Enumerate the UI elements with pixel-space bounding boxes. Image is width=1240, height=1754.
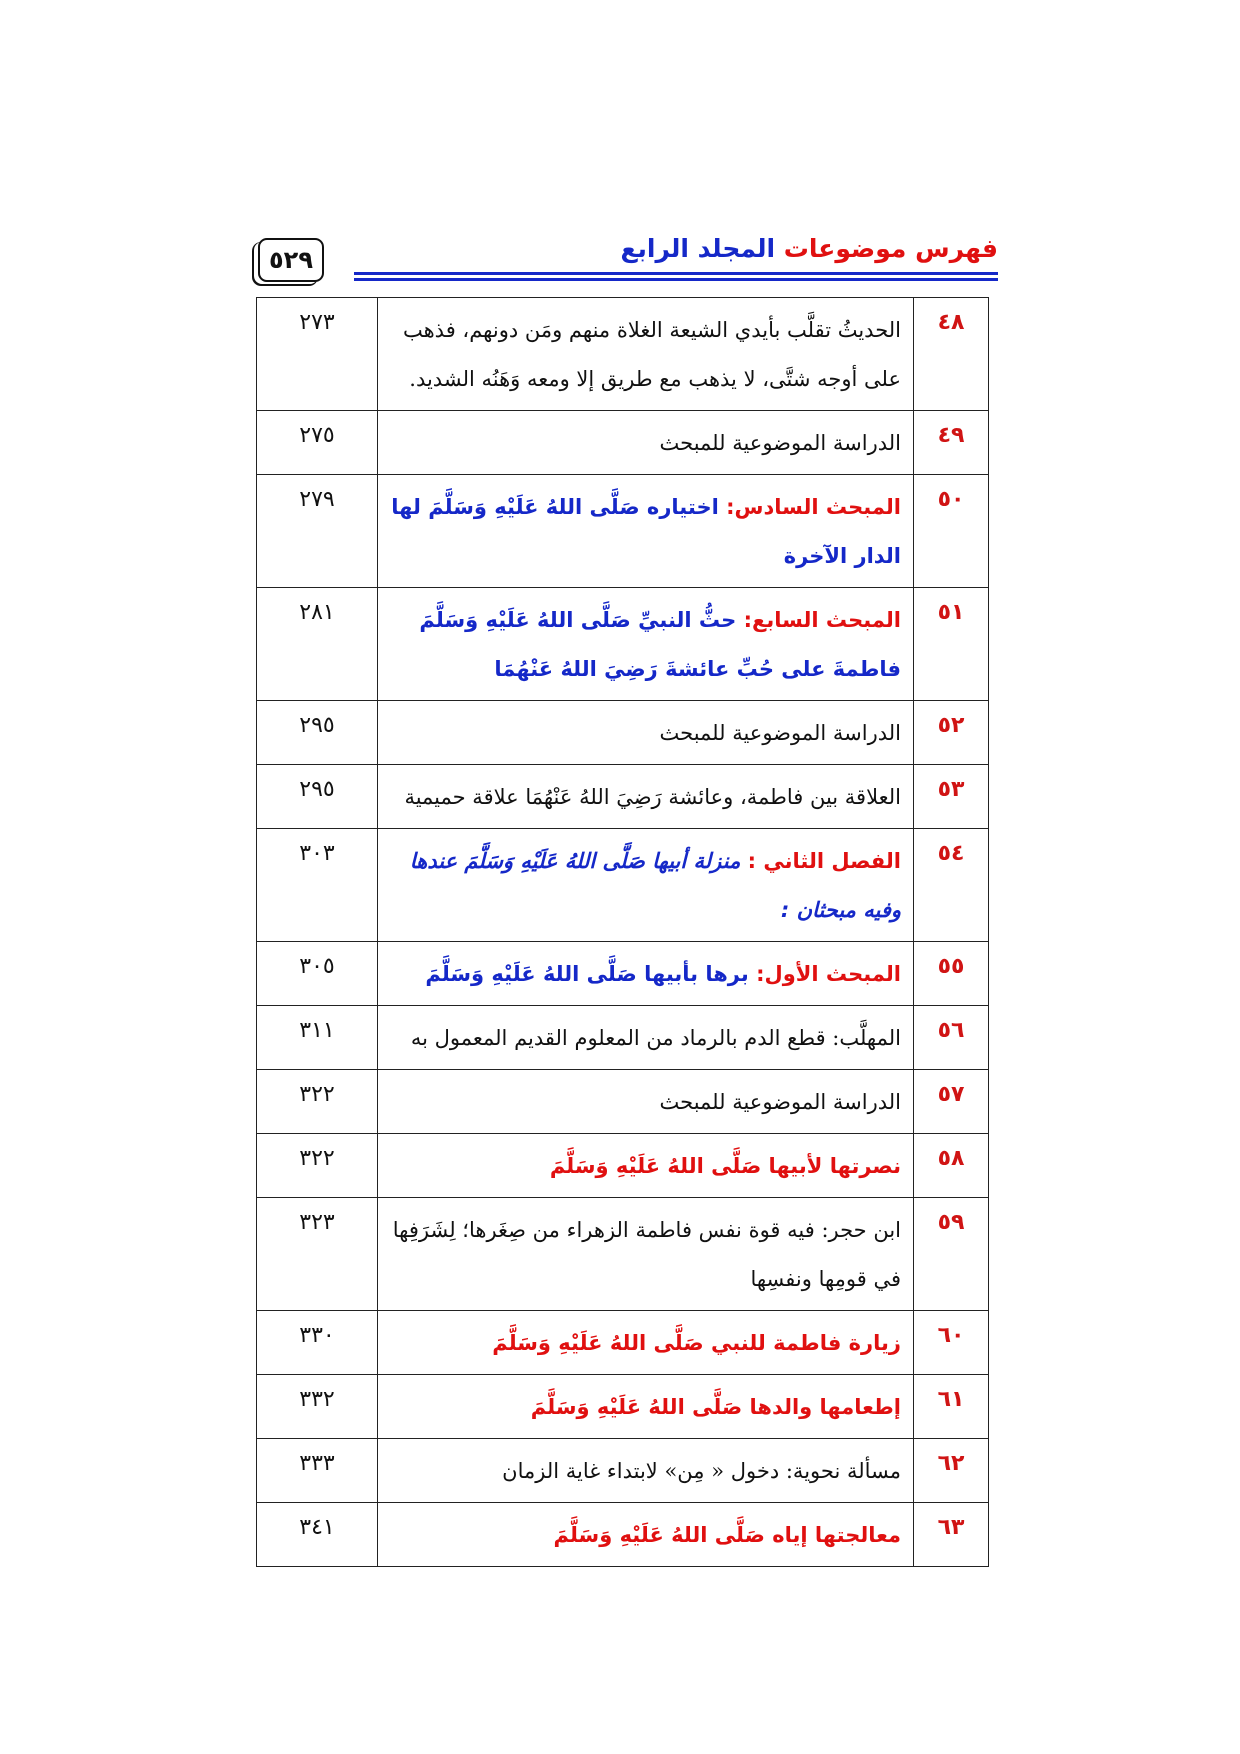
- row-topic: [378, 298, 914, 411]
- toc-row: [257, 1070, 989, 1134]
- row-topic: [378, 475, 914, 588]
- row-topic: [378, 1375, 914, 1439]
- toc-row: [257, 765, 989, 829]
- topic-label: المبحث السابع:: [743, 608, 901, 632]
- topic-text: مسألة نحوية: دخول « مِن» لابتداء غاية الزمان: [502, 1459, 901, 1483]
- toc-body: [257, 298, 989, 1567]
- row-number: ٥٩: [914, 1198, 989, 1311]
- row-page-number: ٢٩٥: [257, 701, 378, 765]
- row-number: ٥٧: [914, 1070, 989, 1134]
- topic-text: ابن حجر: فيه قوة نفس فاطمة الزهراء من صِغَرها؛ لِشَرَفِها في قومِها ونفسِها: [392, 1218, 901, 1291]
- row-number: ٥١: [914, 588, 989, 701]
- row-topic: [378, 701, 914, 765]
- row-page-number: ٢٨١: [257, 588, 378, 701]
- topic-text: المهلَّب: قطع الدم بالرماد من المعلوم القديم المعمول به: [410, 1026, 901, 1050]
- row-number: ٦٠: [914, 1311, 989, 1375]
- row-number: ٥٠: [914, 475, 989, 588]
- page-title: [620, 234, 998, 263]
- toc-row: [257, 829, 989, 942]
- row-page-number: ٣٢٢: [257, 1134, 378, 1198]
- row-page-number: ٣١١: [257, 1006, 378, 1070]
- row-topic: [378, 588, 914, 701]
- row-page-number: ٣٠٣: [257, 829, 378, 942]
- topic-text: الدراسة الموضوعية للمبحث: [659, 721, 901, 745]
- row-page-number: ٣٣٠: [257, 1311, 378, 1375]
- page-header: [252, 232, 998, 280]
- topic-text: اختياره صَلَّى اللهُ عَلَيْهِ وَسَلَّمَ لها الدار الآخرة: [391, 495, 901, 568]
- row-page-number: ٢٧٩: [257, 475, 378, 588]
- topic-text: زيارة فاطمة للنبي صَلَّى اللهُ عَلَيْهِ وَسَلَّمَ: [492, 1331, 901, 1355]
- row-topic: [378, 942, 914, 1006]
- row-page-number: ٢٩٥: [257, 765, 378, 829]
- row-topic: [378, 1503, 914, 1567]
- page-number: ٥٢٩: [269, 246, 313, 274]
- topic-text: منزلة أبيها صَلَّى اللهُ عَلَيْهِ وَسَلَّمَ عندها وفيه مبحثان :: [409, 849, 901, 922]
- toc-table: [256, 297, 989, 1567]
- toc-row: [257, 1134, 989, 1198]
- header-rule-top: [354, 272, 998, 275]
- row-topic: [378, 411, 914, 475]
- topic-label: المبحث الأول:: [756, 962, 901, 986]
- row-number: ٦٣: [914, 1503, 989, 1567]
- row-page-number: ٢٧٥: [257, 411, 378, 475]
- row-page-number: ٣٢٣: [257, 1198, 378, 1311]
- row-number: ٥٦: [914, 1006, 989, 1070]
- row-page-number: ٣٢٢: [257, 1070, 378, 1134]
- row-number: ٥٣: [914, 765, 989, 829]
- toc-row: [257, 1311, 989, 1375]
- row-page-number: ٣٠٥: [257, 942, 378, 1006]
- row-topic: [378, 1439, 914, 1503]
- topic-text: الدراسة الموضوعية للمبحث: [659, 431, 901, 455]
- topic-text: حثُّ النبيِّ صَلَّى اللهُ عَلَيْهِ وَسَلَّمَ فاطمةَ على حُبِّ عائشةَ رَضِيَ اللهُ عَنْهُمَا: [419, 608, 901, 681]
- toc-row: [257, 1198, 989, 1311]
- topic-label: الفصل الثاني :: [747, 849, 901, 873]
- row-page-number: ٣٣٣: [257, 1439, 378, 1503]
- header-rule-bottom: [354, 278, 998, 281]
- row-number: ٥٢: [914, 701, 989, 765]
- row-topic: [378, 1311, 914, 1375]
- title-part-1: فهرس موضوعات: [783, 234, 998, 263]
- toc-row: [257, 411, 989, 475]
- topic-text: الدراسة الموضوعية للمبحث: [659, 1090, 901, 1114]
- row-topic: [378, 1006, 914, 1070]
- row-number: ٥٨: [914, 1134, 989, 1198]
- row-number: ٦١: [914, 1375, 989, 1439]
- toc-row: [257, 475, 989, 588]
- toc-row: [257, 1006, 989, 1070]
- row-topic: [378, 1134, 914, 1198]
- topic-text: العلاقة بين فاطمة، وعائشة رَضِيَ اللهُ عَنْهُمَا علاقة حميمية: [404, 785, 901, 809]
- row-number: ٤٨: [914, 298, 989, 411]
- row-topic: [378, 1070, 914, 1134]
- toc-row: [257, 701, 989, 765]
- topic-text: نصرتها لأبيها صَلَّى اللهُ عَلَيْهِ وَسَلَّمَ: [549, 1154, 901, 1178]
- row-number: ٤٩: [914, 411, 989, 475]
- row-number: ٦٢: [914, 1439, 989, 1503]
- row-topic: [378, 1198, 914, 1311]
- row-page-number: ٣٤١: [257, 1503, 378, 1567]
- row-number: ٥٤: [914, 829, 989, 942]
- toc-row: [257, 942, 989, 1006]
- row-number: ٥٥: [914, 942, 989, 1006]
- toc-row: [257, 1375, 989, 1439]
- row-topic: [378, 829, 914, 942]
- topic-text: الحديثُ تقلَّب بأيدي الشيعة الغلاة منهم ومَن دونهم، فذهب على أوجه شتَّى، لا يذهب مع طريق إلا ومعه وَهَنُه الشديد.: [402, 318, 901, 391]
- topic-label: المبحث السادس:: [726, 495, 901, 519]
- topic-text: برها بأبيها صَلَّى اللهُ عَلَيْهِ وَسَلَّمَ: [425, 962, 749, 986]
- topic-text: إطعامها والدها صَلَّى اللهُ عَلَيْهِ وَسَلَّمَ: [530, 1395, 901, 1419]
- row-topic: [378, 765, 914, 829]
- topic-text: معالجتها إياه صَلَّى اللهُ عَلَيْهِ وَسَلَّمَ: [553, 1523, 901, 1547]
- title-part-2: المجلد الرابع: [620, 234, 776, 263]
- page-number-box: [258, 238, 324, 282]
- row-page-number: ٢٧٣: [257, 298, 378, 411]
- toc-row: [257, 298, 989, 411]
- row-page-number: ٣٣٢: [257, 1375, 378, 1439]
- toc-row: [257, 1503, 989, 1567]
- toc-row: [257, 1439, 989, 1503]
- toc-row: [257, 588, 989, 701]
